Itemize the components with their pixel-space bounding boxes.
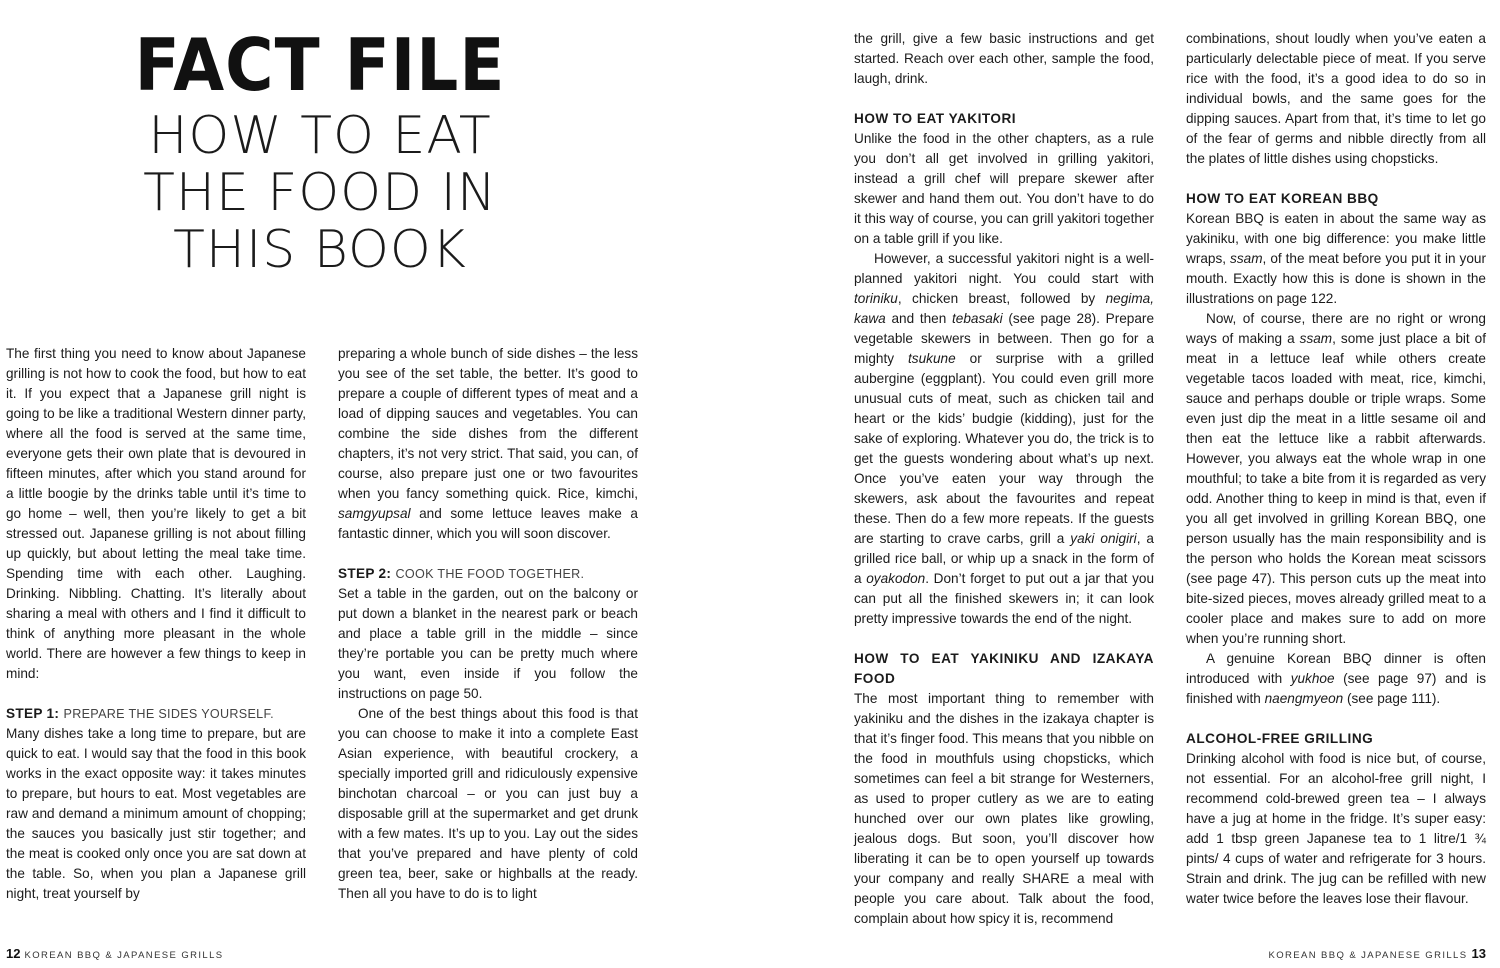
subtitle-line: HOW TO EAT <box>148 106 492 166</box>
step-1-paragraph-continued <box>338 344 638 544</box>
page-title: FACT FILE <box>134 23 506 108</box>
text-run: , some just place a bit of meat in a lettuce leaf while others create vegetable tacos loaded with meat, rice, kimchi, sauce and perhaps double or triple wraps. Some even just dip the meat in a little sesame oil and then eat the lettuce like a rabbit afterwards. However, you always eat the whole wrap in one mouthful; to take a bite from it is regarded as very odd. Another thing to keep in mind is that, even if you all get involved in grilling Korean BBQ, one person usually has the main responsibility and is the person who holds the Korean meat scissors (see page 47). This person cuts up the meat into bite-sized pieces, moves already grilled meat to a cooler place and makes sure to add on more when you’re running short. <box>1186 331 1486 646</box>
text-run-italic: ssam <box>1299 331 1333 346</box>
running-footer: KOREAN BBQ & JAPANESE GRILLS <box>24 950 224 961</box>
step-1-title: PREPARE THE SIDES YOURSELF. <box>63 707 274 721</box>
text-run-italic: toriniku <box>854 291 898 306</box>
text-run-italic: tsukune <box>908 351 956 366</box>
text-run: and then <box>885 311 953 326</box>
yakiniku-paragraph: The most important thing to remember with yakiniku and the dishes in the izakaya chapter is that it’s finger food. This means that you nibble on the food in mouthfuls using chopsticks, which sometimes can feel a bit strange for Westerners, as used to proper cutlery as we are to eating hunched over our own plates like growling, jealous dogs. But soon, you’ll discover how liberating it can be to open yourself up towards your company and really SHARE a meal with people you care about. Talk about the food, complain about how spicy it is, recommend <box>854 691 1154 926</box>
text-run-italic: yaki onigiri <box>1070 531 1137 546</box>
intro-paragraph: The first thing you need to know about Japanese grilling is not how to cook the food, but how to eat it. If you expect that a Japanese grill night is going to be like a traditional Western dinner party, where all the food is served at the same time, everyone gets their own plate that is devoured in fifteen minutes, after which you stand around for a little boogie by the drinks table until it’s time to go home – well, then you’re likely to get a bit stressed out. Japanese grilling is not about filling up quickly, but about letting the meal take time. Spending time with each other. Laughing. Drinking. Nibbling. Chatting. It’s literally about sharing a meal with others and I find it difficult to think of anything more pleasant in the whole world. There are however a few things to keep in mind: <box>6 346 306 681</box>
page-number: 12 <box>6 946 21 961</box>
step-1-paragraph: Many dishes take a long time to prepare, but are quick to eat. I would say that the food in this book works in the exact opposite way: it takes minutes to prepare, but hours to eat. Most vegetables are raw and demand a minimum amount of chopping; the sauces you basically just stir together; and the meat is cooked only once you are sat down at the table. So, when you plan a Japanese grill night, treat yourself by <box>6 726 306 901</box>
korean-bbq-heading: HOW TO EAT KOREAN BBQ <box>1186 191 1379 206</box>
continued-paragraph: the grill, give a few basic instructions and get started. Reach over each other, sample the food, laugh, drink. <box>854 31 1154 86</box>
page-number: 13 <box>1471 946 1486 961</box>
text-run: or surprise with a grilled aubergine (eggplant). You could even grill more unusual cuts of meat, such as chicken tail and heart or the kids’ budgie (kidding), just for the sake of exploring. Whatever you do, the trick is to get the guests wondering about what’s up next. Once you’ve eaten your way through the skewers, ask about the favourites and repeat these. Then do a few more repeats. If the guests are starting to crave carbs, grill a <box>854 351 1154 546</box>
text-column-3 <box>854 29 1154 929</box>
text-column-2 <box>338 344 638 904</box>
text-run: , a grilled rice ball, or whip up a snack in the form of a <box>854 531 1154 586</box>
yakiniku-paragraph-continued: combinations, shout loudly when you’ve eaten a particularly delectable piece of meat. If you serve rice with the food, it’s a good idea to do so in individual bowls, and the same goes for the dipping sauces. Apart from that, it’s time to let go of the fear of germs and nibble directly from all the plates of little dishes using chopsticks. <box>1186 31 1486 166</box>
subtitle-line: THIS BOOK <box>173 220 467 280</box>
yakitori-paragraph: Unlike the food in the other chapters, as a rule you don’t all get involved in grilling yakitori, instead a grill chef will prepare skewer after skewer and hand them out. You don’t have to do it this way of course, you can grill yakitori together on a table grill if you like. <box>854 131 1154 246</box>
text-run-italic: naengmyeon <box>1264 691 1344 706</box>
alcohol-free-paragraph: Drinking alcohol with food is nice but, of course, not essential. For an alcohol-free grill night, I recommend cold-brewed green tea – I always have a jug at home in the fridge. It’s super easy: add 1 tbsp green Japanese tea to 1 litre/1 ¾ pints/ 4 cups of water and refrigerate for 3 hours. Strain and drink. The jug can be refilled with new water twice before the leaves lose their flavour. <box>1186 751 1486 906</box>
text-run-italic: oyakodon <box>866 571 926 586</box>
text-run-italic: samgyupsal <box>338 506 411 521</box>
footer-left <box>6 946 224 961</box>
text-run-italic: negima, kawa <box>854 291 1154 326</box>
alcohol-free-heading: ALCOHOL-FREE GRILLING <box>1186 731 1374 746</box>
text-run: and some lettuce leaves make a fantastic dinner, which you will soon discover. <box>338 506 638 541</box>
yakiniku-heading: HOW TO EAT YAKINIKU AND IZAKAYA FOOD <box>854 651 1154 686</box>
step-2-title: COOK THE FOOD TOGETHER. <box>395 567 585 581</box>
korean-bbq-paragraph-2 <box>1186 309 1486 649</box>
subtitle-line: THE FOOD IN <box>143 163 497 223</box>
step-2-label: STEP 2: <box>338 566 392 581</box>
yakitori-paragraph-2 <box>854 249 1154 629</box>
korean-bbq-paragraph-3 <box>1186 649 1486 709</box>
step-2-paragraph: One of the best things about this food is that you can choose to make it into a complete East Asian experience, with beautiful crockery, a specially imported grill and ridiculously expensive binchotan charcoal – or you can just buy a disposable grill at the supermarket and get drunk with a few mates. It’s up to you. Lay out the sides that you’ve prepared and have plenty of cold green tea, beer, sake or highballs at the ready. Then all you have to do is to light <box>338 706 638 901</box>
text-run: Now, of course, there are no right or wrong ways of making a <box>1186 311 1486 346</box>
text-run: preparing a whole bunch of side dishes – the less you see of the set table, the better. It’s good to prepare a couple of different types of meat and a load of dipping sauces and vegetables. You can combine the side dishes from the different chapters, it’s not very strict. That said, you can, of course, also prepare just one or two favourites when you fancy something quick. Rice, kimchi, <box>338 346 638 501</box>
step-2-paragraph: Set a table in the garden, out on the balcony or put down a blanket in the nearest park or beach and place a table grill in the middle – since they’re portable you can be pretty much where you want, even inside if you follow the instructions on page 50. <box>338 586 638 701</box>
text-run-italic: yukhoe <box>1290 671 1335 686</box>
step-2-heading <box>338 564 638 584</box>
right-page <box>750 0 1500 968</box>
running-footer: KOREAN BBQ & JAPANESE GRILLS <box>1268 950 1468 961</box>
text-run: However, a successful yakitori night is a well-planned yakitori night. You could start with <box>854 251 1154 286</box>
page-subtitle <box>90 108 550 279</box>
yakitori-heading: HOW TO EAT YAKITORI <box>854 111 1017 126</box>
text-run: , chicken breast, followed by <box>897 291 1106 306</box>
step-1-heading <box>6 704 306 724</box>
title-block <box>90 23 550 280</box>
step-1-label: STEP 1: <box>6 706 60 721</box>
text-column-1 <box>6 344 306 904</box>
text-run: (see page 28). Prepare vegetable skewers in between. Then go for a mighty <box>854 311 1155 366</box>
text-run: (see page 97) and is finished with <box>1186 671 1486 706</box>
text-run: , of the meat before you put it in your mouth. Exactly how this is done is shown in the illustrations on page 122. <box>1186 251 1486 306</box>
text-run: (see page 111). <box>1343 691 1441 706</box>
text-run-italic: tebasaki <box>952 311 1003 326</box>
text-run: . Don’t forget to put out a jar that you can put all the finished skewers in; it can look pretty impressive towards the end of the night. <box>854 571 1154 626</box>
text-run-italic: ssam <box>1230 251 1263 266</box>
korean-bbq-paragraph <box>1186 209 1486 309</box>
text-run: A genuine Korean BBQ dinner is often introduced with <box>1186 651 1486 686</box>
text-column-4 <box>1186 29 1486 909</box>
text-run: Korean BBQ is eaten in about the same way as yakiniku, with one big difference: you make little wraps, <box>1186 211 1486 266</box>
footer-right <box>1268 946 1486 961</box>
